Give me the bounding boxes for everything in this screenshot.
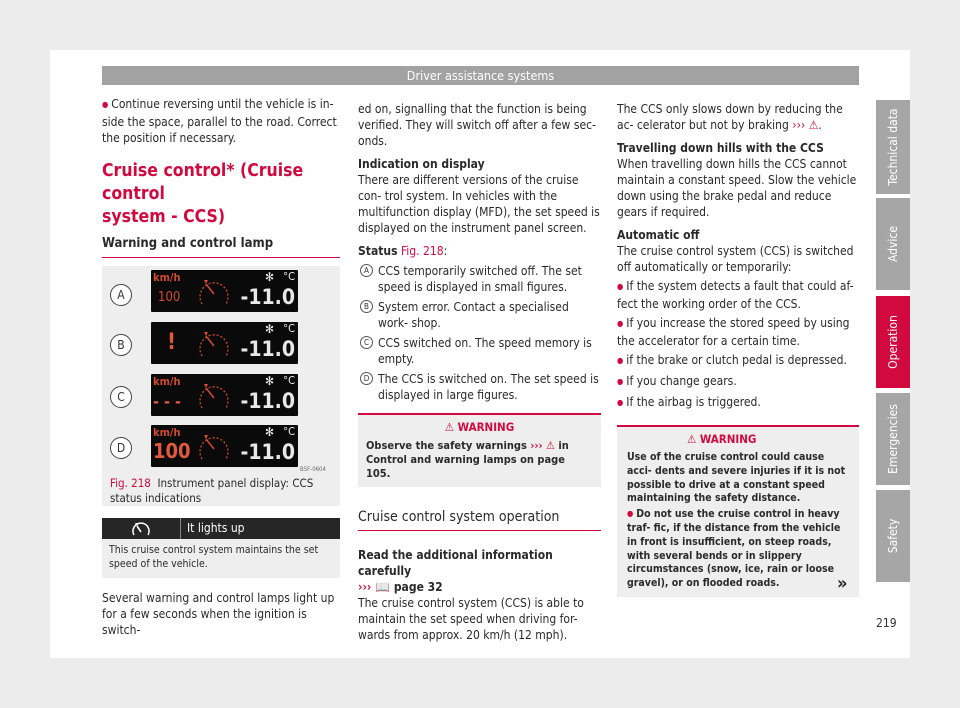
display-screen-a <box>151 270 298 312</box>
label-a: A <box>110 284 132 306</box>
column-1 <box>102 96 340 258</box>
indication-heading: Indication on display <box>358 157 485 171</box>
figure-code: B5F-0604 <box>300 466 326 473</box>
warning-header: ⚠ WARNING <box>444 420 515 434</box>
auto-off-heading: Automatic off <box>617 228 700 242</box>
downhill-text: When travelling down hills the CCS cannot maintain a constant speed. Slow the vehicle down using the brake pedal and reduce gears if required. <box>617 157 857 219</box>
indication-text: There are different versions of the cruise con- trol system. In vehicles with the multifunction display (MFD), the set speed is displayed on the instrument panel screen. <box>358 173 600 235</box>
degree-unit: °C <box>283 425 295 438</box>
auto-off-bullet: ● If the airbag is triggered. <box>617 394 859 412</box>
degree-unit: °C <box>283 322 295 335</box>
lamp-table <box>102 518 340 578</box>
speed-value: - - - <box>153 392 181 411</box>
operation-title: Cruise control system operation <box>358 509 560 525</box>
label-b: B <box>110 334 132 356</box>
column-3 <box>617 101 859 597</box>
page-header: Driver assistance systems <box>102 66 859 85</box>
auto-off-bullet: ● If you increase the stored speed by using the accelerator for a certain time. <box>617 315 859 349</box>
tab-operation[interactable]: Operation <box>876 296 910 388</box>
status-line: Status Fig. 218: <box>358 244 448 258</box>
downhill-heading: Travelling down hills with the CCS <box>617 141 824 155</box>
subtitle: Warning and control lamp <box>102 236 274 251</box>
page-link[interactable]: page 32 <box>393 580 443 594</box>
display-screen-b <box>151 322 298 364</box>
temperature-value: -11.0 <box>240 440 295 464</box>
speed-value: 100 <box>158 290 181 305</box>
speedometer-icon <box>196 429 232 465</box>
paragraph-verified: ed on, signalling that the function is being verified. They will switch off after a few sec- onds. <box>358 102 596 148</box>
caption-text: Instrument panel display: CCS status indications <box>110 476 314 505</box>
status-item-c: C CCS switched on. The speed memory is empty. <box>358 335 601 367</box>
lamp-table-header-text: It lights up <box>187 521 245 535</box>
speedometer-icon <box>196 326 232 362</box>
warning-icon: ⚠ <box>444 420 455 434</box>
warning-header: ⚠ WARNING <box>687 432 757 446</box>
tab-technical-data[interactable]: Technical data <box>876 100 910 194</box>
subtitle-line <box>102 236 340 258</box>
label-d: D <box>110 437 132 459</box>
speedometer-icon <box>196 274 232 310</box>
snowflake-icon: ✻ <box>264 270 274 284</box>
status-item-b: B System error. Contact a specialised work- shop. <box>358 299 601 331</box>
unit-label: km/h <box>153 375 181 388</box>
label-c: C <box>110 386 132 408</box>
unit-label: km/h <box>153 426 181 439</box>
tab-emergencies[interactable]: Emergencies <box>876 393 910 485</box>
lamp-table-header <box>102 518 340 539</box>
auto-off-bullet: ● If the system detects a fault that could af- fect the working order of the CCS. <box>617 278 859 312</box>
warning-text: Use of the cruise control could cause acci- dents and severe injuries if it is not possible to drive at a constant speed maintaining the safety distance. ● Do not use the cruise control in heavy traf- fic, if the distance from the vehicle in front is insufficient, on steep roads, with several bends or in slippery circumstances (snow, ice, rain or loose gravel), or on flooded roads. <box>617 449 859 597</box>
tab-safety[interactable]: Safety <box>876 490 910 582</box>
temperature-value: -11.0 <box>240 337 295 361</box>
auto-off-bullet: ● If you change gears. <box>617 373 859 391</box>
degree-unit: °C <box>283 374 295 387</box>
caption-label: Fig. 218 <box>110 476 151 490</box>
bullet-continue-reversing: ● Continue reversing until the vehicle is in- side the space, parallel to the road. Correct the position if necessary. <box>102 96 340 146</box>
status-list <box>358 263 601 403</box>
display-screen-c <box>151 374 298 416</box>
temperature-value: -11.0 <box>240 285 295 309</box>
warning-box-1 <box>358 413 601 487</box>
tab-advice[interactable]: Advice <box>876 198 910 290</box>
warning-text: Observe the safety warnings ››› ⚠ in Control and warning lamps on page 105. <box>366 439 569 480</box>
unit-label: km/h <box>153 271 181 284</box>
section-title: Cruise control* (Cruise control system - CCS) <box>102 161 304 227</box>
snowflake-icon: ✻ <box>264 374 274 388</box>
warning-box-2 <box>617 425 859 597</box>
continue-mark: » <box>837 573 848 594</box>
page-number: 219 <box>876 616 897 630</box>
book-icon: 📖 <box>375 580 391 594</box>
figure-caption <box>110 476 340 505</box>
display-screen-d <box>151 425 298 467</box>
snowflake-icon: ✻ <box>264 425 274 439</box>
auto-off-bullet: ● if the brake or clutch pedal is depressed. <box>617 352 859 370</box>
braking-paragraph: The CCS only slows down by reducing the ac- celerator but not by braking ››› ⚠. <box>617 102 843 132</box>
snowflake-icon: ✻ <box>264 322 274 336</box>
warning-icon: ⚠ <box>687 432 697 446</box>
operation-text: The cruise control system (CCS) is able to maintain the set speed when driving for- wards from approx. 20 km/h (12 mph). <box>358 596 584 642</box>
status-item-a: A CCS temporarily switched off. The set speed is displayed in small figures. <box>358 263 601 295</box>
column-2 <box>358 101 601 643</box>
ignition-paragraph: Several warning and control lamps light up for a few seconds when the ignition is switch- <box>102 591 335 637</box>
warning-icon: ⚠ <box>808 118 819 132</box>
degree-unit: °C <box>283 270 295 283</box>
warning-icon: ⚠ <box>546 439 555 452</box>
status-item-d: D The CCS is switched on. The set speed is displayed in large figures. <box>358 371 601 403</box>
temperature-value: -11.0 <box>240 389 295 413</box>
cruise-control-lamp-icon <box>102 518 181 539</box>
lamp-table-body: This cruise control system maintains the set speed of the vehicle. <box>109 544 319 570</box>
auto-off-text: The cruise control system (CCS) is switched off automatically or temporarily: <box>617 244 854 274</box>
read-info: Read the additional information carefully ››› 📖 page 32 <box>358 548 553 594</box>
speedometer-arrow-icon <box>132 521 150 537</box>
speed-value: 100 <box>153 439 191 463</box>
error-mark: ! <box>167 330 177 355</box>
speedometer-icon <box>196 378 232 414</box>
operation-title-line <box>358 509 601 531</box>
status-figure-link[interactable]: Fig. 218 <box>400 244 444 258</box>
